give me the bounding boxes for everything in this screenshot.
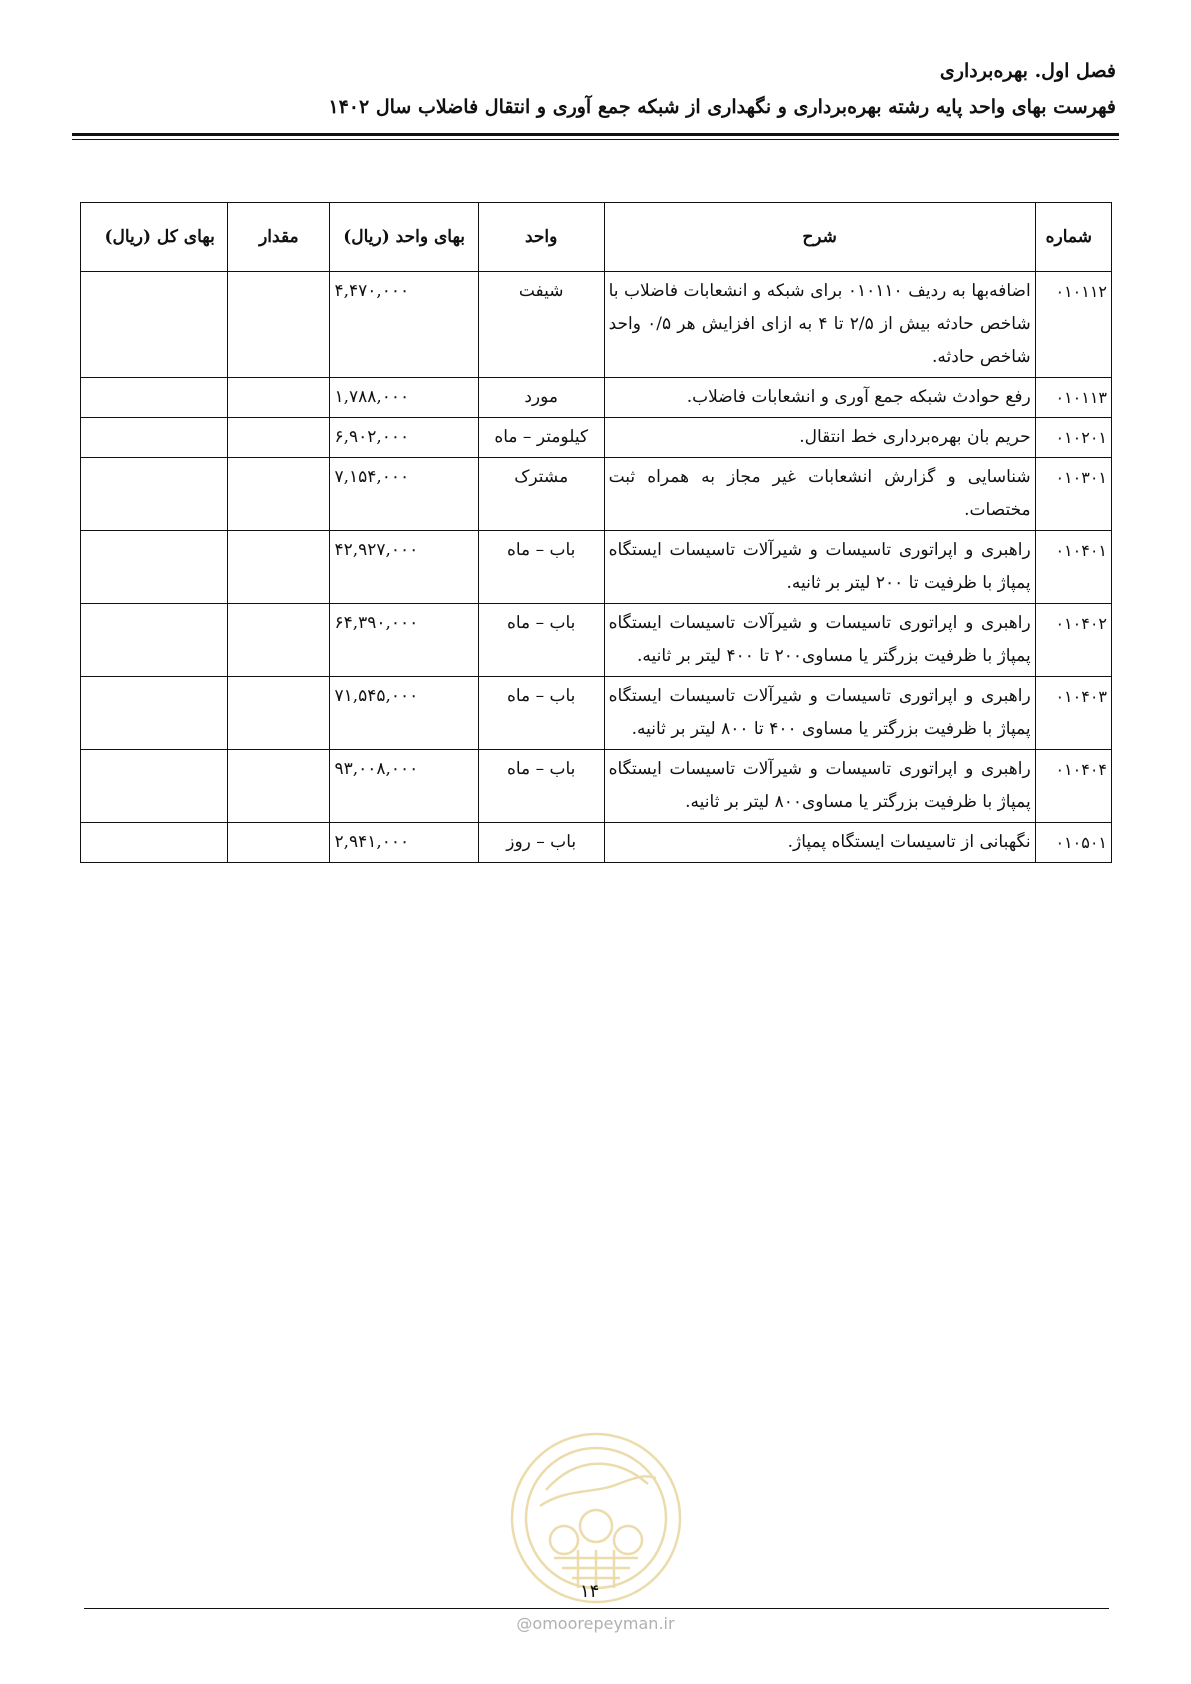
item-quantity [228,378,330,418]
watermark-text: @omoorepeyman.ir [516,1614,675,1633]
column-header-total-price: بهای کل (ریال) [81,203,228,272]
item-unit: مورد [478,378,604,418]
item-description: نگهبانی از تاسیسات ایستگاه پمپاژ. [604,823,1035,863]
item-description: راهبری و اپراتوری تاسیسات و شیرآلات تاسیسات ایستگاه پمپاژ با ظرفیت بزرگتر یا مساوی۲۰۰ تا ۴۰۰ لیتر بر ثانیه. [604,604,1035,677]
item-unit: باب – ماه [478,677,604,750]
item-description: راهبری و اپراتوری تاسیسات و شیرآلات تاسیسات ایستگاه پمپاژ با ظرفیت بزرگتر یا مساوی۸۰۰ لیتر بر ثانیه. [604,750,1035,823]
footer-divider [84,1608,1109,1609]
item-quantity [228,604,330,677]
item-unit-price: ۹۳,۰۰۸,۰۰۰ [330,750,478,823]
table-row [81,750,1112,823]
table-header-row [81,203,1112,272]
page-header [72,60,1116,118]
chapter-title: فصل اول. بهره‌برداری [939,60,1116,82]
item-quantity [228,458,330,531]
item-description: راهبری و اپراتوری تاسیسات و شیرآلات تاسیسات ایستگاه پمپاژ با ظرفیت تا ۲۰۰ لیتر بر ثانیه. [604,531,1035,604]
item-unit-price: ۶۴,۳۹۰,۰۰۰ [330,604,478,677]
item-total-price [81,677,228,750]
column-header-code: شماره [1035,203,1111,272]
table-row [81,378,1112,418]
item-total-price [81,272,228,378]
item-code: ۰۱۰۵۰۱ [1035,823,1111,863]
item-quantity [228,272,330,378]
item-description: رفع حوادث شبکه جمع آوری و انشعابات فاضلاب. [604,378,1035,418]
item-quantity [228,531,330,604]
item-description: شناسایی و گزارش انشعابات غیر مجاز به همراه ثبت مختصات. [604,458,1035,531]
item-code: ۰۱۰۲۰۱ [1035,418,1111,458]
item-unit-price: ۷,۱۵۴,۰۰۰ [330,458,478,531]
price-list-table [80,202,1112,863]
item-code: ۰۱۰۳۰۱ [1035,458,1111,531]
item-unit-price: ۲,۹۴۱,۰۰۰ [330,823,478,863]
item-code: ۰۱۰۴۰۲ [1035,604,1111,677]
item-unit: شیفت [478,272,604,378]
item-unit-price: ۴۲,۹۲۷,۰۰۰ [330,531,478,604]
item-description: راهبری و اپراتوری تاسیسات و شیرآلات تاسیسات ایستگاه پمپاژ با ظرفیت بزرگتر یا مساوی ۴۰۰ تا ۸۰۰ لیتر بر ثانیه. [604,677,1035,750]
table-row [81,272,1112,378]
item-unit: مشترک [478,458,604,531]
item-total-price [81,531,228,604]
table-row [81,458,1112,531]
item-unit-price: ۱,۷۸۸,۰۰۰ [330,378,478,418]
column-header-quantity: مقدار [228,203,330,272]
item-code: ۰۱۰۴۰۳ [1035,677,1111,750]
item-code: ۰۱۰۱۱۲ [1035,272,1111,378]
item-total-price [81,458,228,531]
table-row [81,418,1112,458]
column-header-unit: واحد [478,203,604,272]
item-code: ۰۱۰۱۱۳ [1035,378,1111,418]
table-row [81,531,1112,604]
item-quantity [228,418,330,458]
table-row [81,823,1112,863]
column-header-description: شرح [604,203,1035,272]
item-quantity [228,823,330,863]
item-quantity [228,750,330,823]
item-unit-price: ۷۱,۵۴۵,۰۰۰ [330,677,478,750]
item-total-price [81,418,228,458]
header-divider-thin [72,139,1119,140]
document-title: فهرست بهای واحد پایه رشته بهره‌برداری و نگهداری از شبکه جمع آوری و انتقال فاضلاب سال ۱۴۰۲ [328,96,1116,118]
item-unit-price: ۶,۹۰۲,۰۰۰ [330,418,478,458]
item-quantity [228,677,330,750]
item-code: ۰۱۰۴۰۴ [1035,750,1111,823]
item-total-price [81,604,228,677]
item-total-price [81,750,228,823]
item-unit: باب – ماه [478,604,604,677]
item-unit-price: ۴,۴۷۰,۰۰۰ [330,272,478,378]
page-number: ۱۴ [580,1581,600,1602]
item-unit: باب – روز [478,823,604,863]
table-row [81,677,1112,750]
column-header-unit-price: بهای واحد (ریال) [330,203,478,272]
item-unit: باب – ماه [478,531,604,604]
table-row [81,604,1112,677]
item-total-price [81,823,228,863]
item-unit: باب – ماه [478,750,604,823]
item-description: اضافه‌بها به ردیف ۰۱۰۱۱۰ برای شبکه و انشعابات فاضلاب با شاخص حادثه بیش از ۲/۵ تا ۴ به ازای افزایش هر ۰/۵ واحد شاخص حادثه. [604,272,1035,378]
item-description: حریم بان بهره‌برداری خط انتقال. [604,418,1035,458]
item-unit: کیلومتر – ماه [478,418,604,458]
header-divider-thick [72,133,1119,136]
item-code: ۰۱۰۴۰۱ [1035,531,1111,604]
item-total-price [81,378,228,418]
